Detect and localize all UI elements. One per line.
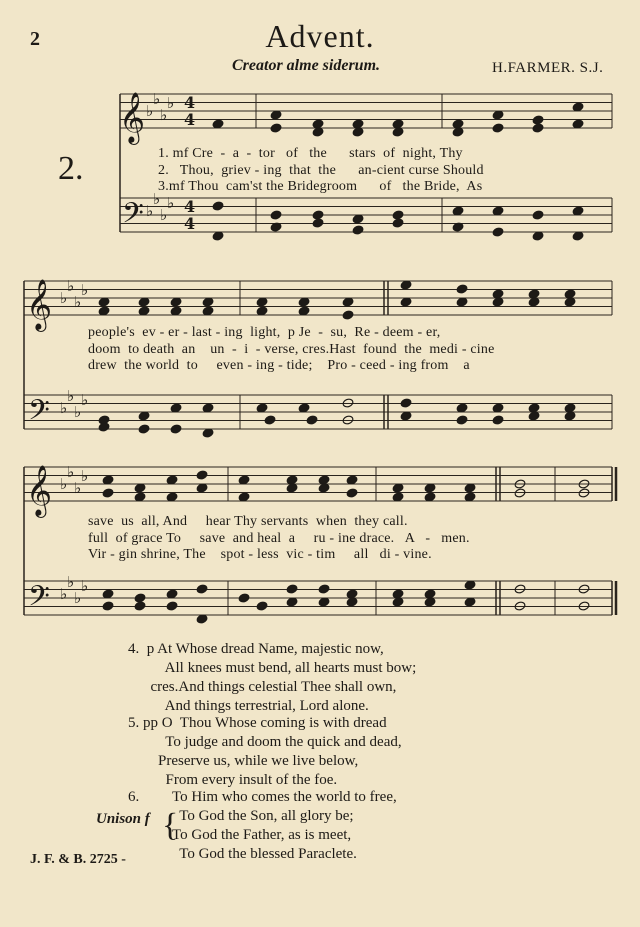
note-head [102,601,114,611]
verse-number: 6. [128,789,140,805]
flat-sign: ♭ [67,463,75,481]
flat-sign: ♭ [167,94,175,112]
lyric-line: save us all, And hear Thy servants when they call. [88,514,408,529]
flat-sign: ♭ [74,403,82,421]
note-head [456,284,468,294]
lyric-line: drew the world to even - ing - tide; Pro - ceed - ing from a [88,358,470,373]
verse-line: 4. p At Whose dread Name, majestic now, [128,641,384,657]
bass-clef: 𝄢 [122,197,144,237]
note-head [532,210,544,220]
bass-clef: 𝄢 [28,580,50,620]
verse-line: To judge and doom the quick and dead, [128,734,402,750]
verse-line: And things terrestrial, Lord alone. [128,698,369,714]
note-head [138,424,150,434]
time-signature: 4 [184,110,196,129]
flat-sign: ♭ [60,585,68,603]
dynamic-marking: Unison f [96,811,150,827]
lyric-line: 1. mf Cre - a - tor of the stars of night, Thy [158,146,463,161]
flat-sign: ♭ [81,391,89,409]
note-head [492,123,504,133]
flat-sign: ♭ [74,479,82,497]
tune-name: Creator alme siderum. [232,57,381,74]
lyric-line: Vir - gin shrine, The spot - less vic - tim all di - vine. [88,547,432,562]
note-head [492,227,504,237]
note-head [166,601,178,611]
note-head [270,210,282,220]
flat-sign: ♭ [60,289,68,307]
flat-sign: ♭ [60,475,68,493]
brace: { [162,807,179,844]
verse-line: From every insult of the foe. [128,772,338,788]
lyric-line: doom to death an un - i - verse, cres.Hast found the medi - cine [88,342,495,357]
note-head [102,488,114,498]
flat-sign: ♭ [160,206,168,224]
note-head [134,593,146,603]
flat-sign: ♭ [74,293,82,311]
treble-clef: 𝄞 [119,92,146,143]
note-head [342,310,354,320]
hymn-number: 2. [58,150,84,187]
flat-sign: ♭ [146,102,154,120]
lyric-line: full of grace To save and heal a ru - ine drace. A - men. [88,531,470,546]
note-head [532,123,544,133]
verse-line: Preserve us, while we live below, [128,753,359,769]
flat-sign: ♭ [67,387,75,405]
note-head [532,115,544,125]
note-head [270,123,282,133]
publisher-code: J. F. & B. 2725 - [30,852,126,867]
verse-line: cres.And things celestial Thee shall own, [128,679,397,695]
note-head [392,210,404,220]
verse-line: To Him who comes the world to free, [172,789,397,805]
treble-clef: 𝄞 [26,465,53,516]
note-head [492,415,504,425]
hymn-title: Advent. [265,18,375,54]
time-signature: 4 [184,93,196,112]
composer: H.FARMER. S.J. [492,60,604,76]
flat-sign: ♭ [81,577,89,595]
lyric-line: 3.mf Thou cam'st the Bridegroom of the Bride, As [158,179,483,194]
note-head [318,584,330,594]
time-signature: 4 [184,197,196,216]
treble-clef: 𝄞 [26,279,53,330]
note-head [170,424,182,434]
flat-sign: ♭ [153,190,161,208]
note-head [456,415,468,425]
flat-sign: ♭ [160,106,168,124]
flat-sign: ♭ [74,589,82,607]
page-number: 2 [30,28,40,50]
flat-sign: ♭ [153,90,161,108]
flat-sign: ♭ [81,467,89,485]
lyric-line: 2. Thou, griev - ing that the an-cient curse Should [158,163,484,178]
note-head [196,470,208,480]
note-head [196,584,208,594]
flat-sign: ♭ [67,573,75,591]
verse-line: 5. pp O Thou Whose coming is with dread [128,715,387,731]
verse-line: To God the Son, all glory be; [172,808,354,824]
verse-line: To God the blessed Paraclete. [172,846,357,862]
verse-line: To God the Father, as is meet, [172,827,352,843]
note-head [264,415,276,425]
flat-sign: ♭ [60,399,68,417]
note-head [400,398,412,408]
note-head [352,225,364,235]
flat-sign: ♭ [81,281,89,299]
bass-clef: 𝄢 [28,394,50,434]
note-head [286,584,298,594]
verse-line: All knees must bend, all hearts must bow; [128,660,417,676]
flat-sign: ♭ [67,277,75,295]
note-head [392,218,404,228]
note-head [212,201,224,211]
flat-sign: ♭ [167,194,175,212]
note-head [312,218,324,228]
note-head [256,601,268,611]
time-signature: 4 [184,214,196,233]
note-head [306,415,318,425]
flat-sign: ♭ [146,202,154,220]
note-head [346,488,358,498]
note-head [238,593,250,603]
note-head [134,601,146,611]
note-head [312,210,324,220]
lyric-line: people's ev - er - last - ing light, p Je - su, Re - deem - er, [88,325,441,340]
